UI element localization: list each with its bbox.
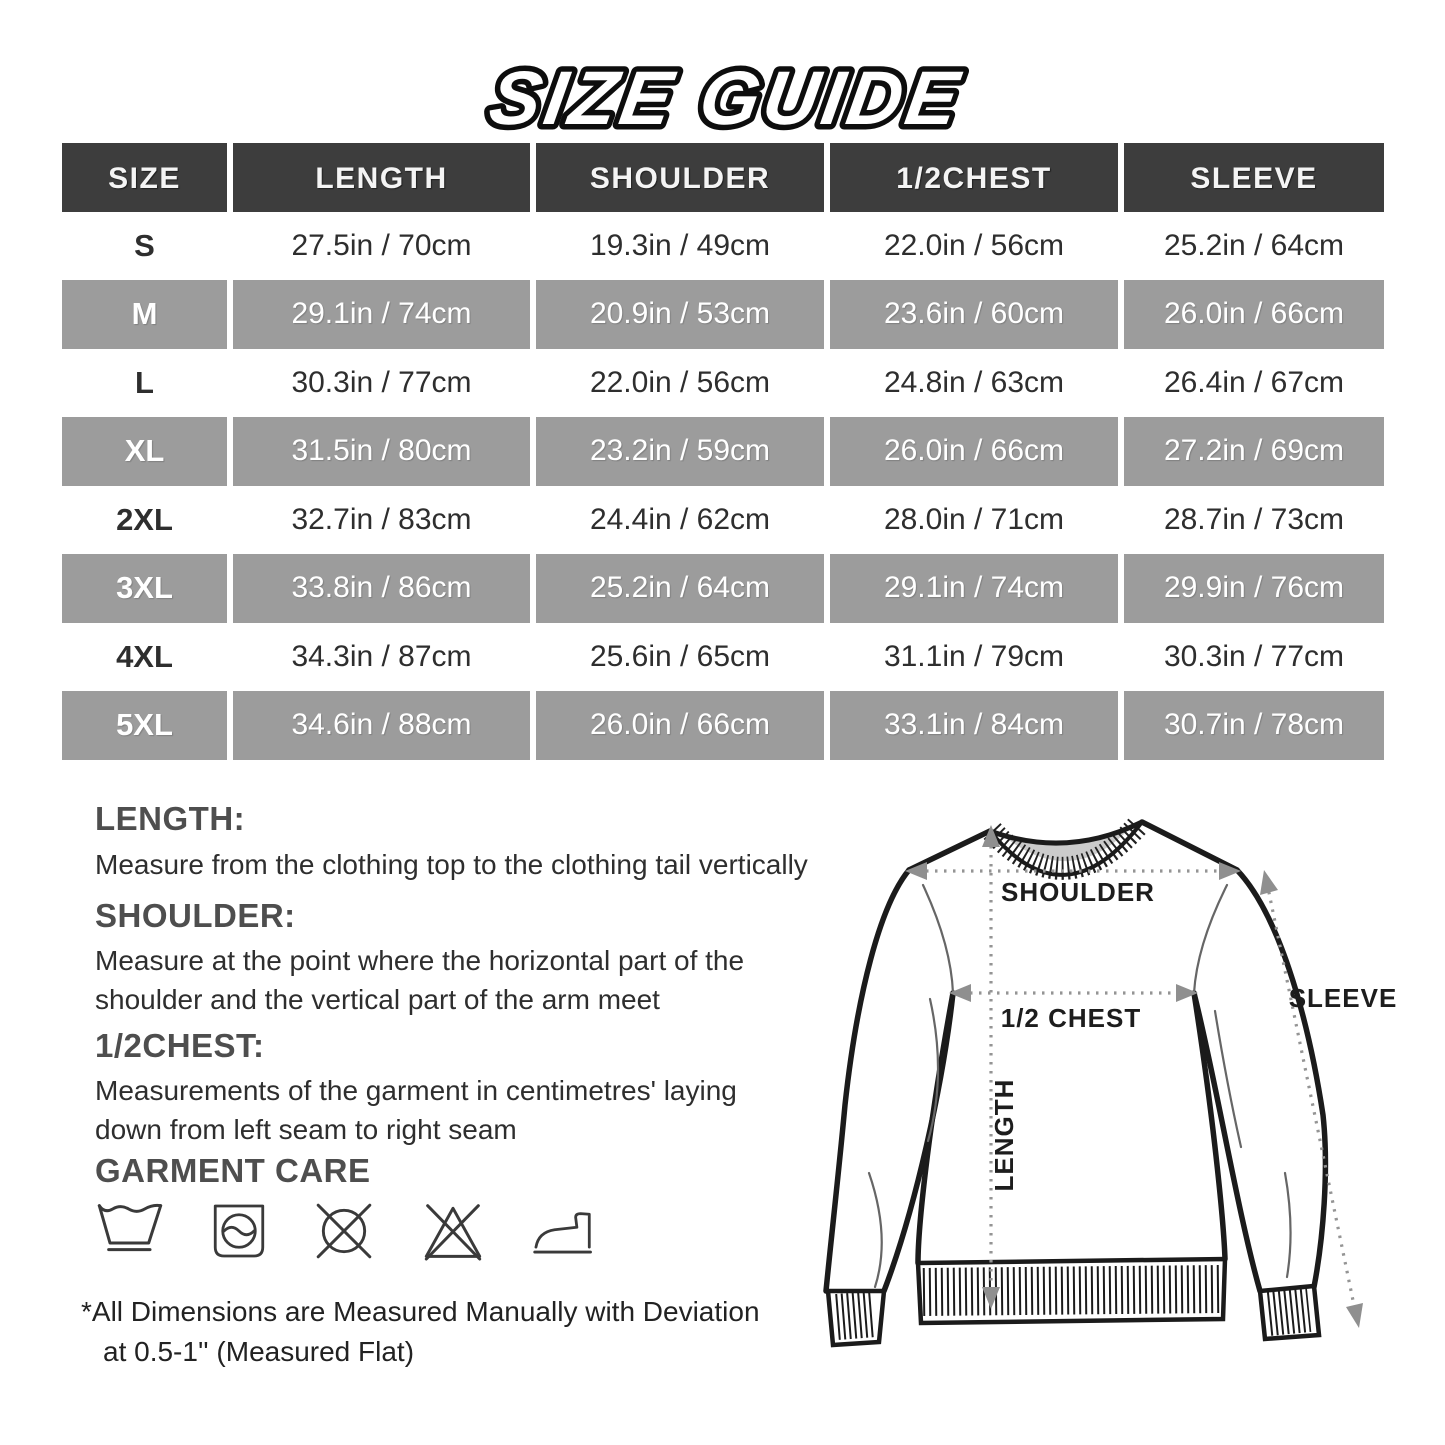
sweatshirt-art xyxy=(795,785,1445,1445)
shoulder-cell: 22.0in / 56cm xyxy=(536,349,824,418)
size-cell: 2XL xyxy=(62,486,227,555)
hem-ribbing xyxy=(923,1289,1220,1292)
chest-cell: 33.1in / 84cm xyxy=(830,691,1118,760)
right-cuff-ribbing xyxy=(1269,1309,1309,1313)
machine-wash-icon xyxy=(209,1199,269,1263)
chest-cell: 26.0in / 66cm xyxy=(830,417,1118,486)
size-cell: S xyxy=(62,212,227,281)
length-cell: 31.5in / 80cm xyxy=(233,417,530,486)
shoulder-cell: 26.0in / 66cm xyxy=(536,691,824,760)
shoulder-cell: 25.6in / 65cm xyxy=(536,623,824,692)
shoulder-desc-line2: shoulder and the vertical part of the arm meet xyxy=(95,984,660,1015)
length-cell: 32.7in / 83cm xyxy=(233,486,530,555)
length-cell: 34.6in / 88cm xyxy=(233,691,530,760)
iron-icon xyxy=(531,1199,593,1263)
shoulder-desc-line1: Measure at the point where the horizontal part of the xyxy=(95,945,745,976)
chest-cell: 31.1in / 79cm xyxy=(830,623,1118,692)
size-cell: 3XL xyxy=(62,554,227,623)
chest-term: 1/2CHEST: xyxy=(95,1027,265,1064)
size-table xyxy=(62,143,1384,760)
do-not-dry-clean-icon xyxy=(313,1199,375,1263)
column-header-sleeve: SLEEVE xyxy=(1124,143,1384,215)
length-cell: 30.3in / 77cm xyxy=(233,349,530,418)
diagram-sleeve-label: SLEEVE xyxy=(1288,983,1398,1013)
length-cell: 27.5in / 70cm xyxy=(233,212,530,281)
page-title xyxy=(262,40,1182,150)
shoulder-cell: 25.2in / 64cm xyxy=(536,554,824,623)
diagram-shoulder-label: SHOULDER xyxy=(1001,877,1155,907)
length-desc: Measure from the clothing top to the clothing tail vertically xyxy=(95,849,808,880)
title-art xyxy=(262,40,1182,150)
diagram-length-label: LENGTH xyxy=(989,1078,1019,1192)
column-header-chest: 1/2CHEST xyxy=(830,143,1118,215)
shoulder-cell: 19.3in / 49cm xyxy=(536,212,824,281)
chest-desc xyxy=(95,1071,855,1149)
chest-cell: 24.8in / 63cm xyxy=(830,349,1118,418)
sweatshirt-diagram xyxy=(795,785,1445,1445)
care-icons-row xyxy=(95,1199,593,1263)
column-header-shoulder: SHOULDER xyxy=(536,143,824,215)
chest-cell: 28.0in / 71cm xyxy=(830,486,1118,555)
shoulder-cell: 24.4in / 62cm xyxy=(536,486,824,555)
do-not-bleach-icon xyxy=(419,1199,487,1263)
garment-care-heading: GARMENT CARE xyxy=(95,1152,371,1189)
chest-desc-line2: down from left seam to right seam xyxy=(95,1114,517,1145)
chest-cell: 22.0in / 56cm xyxy=(830,212,1118,281)
shoulder-desc xyxy=(95,941,855,1019)
length-cell: 33.8in / 86cm xyxy=(233,554,530,623)
size-cell: 4XL xyxy=(62,623,227,692)
length-cell: 29.1in / 74cm xyxy=(233,280,530,349)
shoulder-cell: 23.2in / 59cm xyxy=(536,417,824,486)
sleeve-cell: 26.0in / 66cm xyxy=(1124,280,1384,349)
chest-cell: 29.1in / 74cm xyxy=(830,554,1118,623)
diagram-chest-label: 1/2 CHEST xyxy=(1000,1003,1142,1033)
size-cell: 5XL xyxy=(62,691,227,760)
size-cell: XL xyxy=(62,417,227,486)
column-header-size: SIZE xyxy=(62,143,227,215)
measurement-note xyxy=(81,1292,801,1372)
column-header-length: LENGTH xyxy=(233,143,530,215)
chest-cell: 23.6in / 60cm xyxy=(830,280,1118,349)
sleeve-cell: 29.9in / 76cm xyxy=(1124,554,1384,623)
hem-outline xyxy=(918,1259,1225,1323)
sleeve-cell: 27.2in / 69cm xyxy=(1124,417,1384,486)
shoulder-cell: 20.9in / 53cm xyxy=(536,280,824,349)
title-text: SIZE GUIDE xyxy=(483,56,969,141)
sleeve-cell: 25.2in / 64cm xyxy=(1124,212,1384,281)
length-cell: 34.3in / 87cm xyxy=(233,623,530,692)
wash-mild-icon xyxy=(95,1199,165,1263)
seam-lines xyxy=(869,885,1291,1287)
note-line1: *All Dimensions are Measured Manually with Deviation xyxy=(81,1296,760,1327)
size-cell: L xyxy=(62,349,227,418)
chest-desc-line1: Measurements of the garment in centimetres' laying xyxy=(95,1075,737,1106)
sleeve-cell: 26.4in / 67cm xyxy=(1124,349,1384,418)
length-term: LENGTH: xyxy=(95,800,246,837)
sleeve-cell: 30.7in / 78cm xyxy=(1124,691,1384,760)
shoulder-term: SHOULDER: xyxy=(95,897,296,934)
size-cell: M xyxy=(62,280,227,349)
left-cuff-ribbing xyxy=(837,1314,875,1317)
note-line2: at 0.5-1'' (Measured Flat) xyxy=(103,1336,415,1367)
sleeve-cell: 28.7in / 73cm xyxy=(1124,486,1384,555)
sleeve-cell: 30.3in / 77cm xyxy=(1124,623,1384,692)
